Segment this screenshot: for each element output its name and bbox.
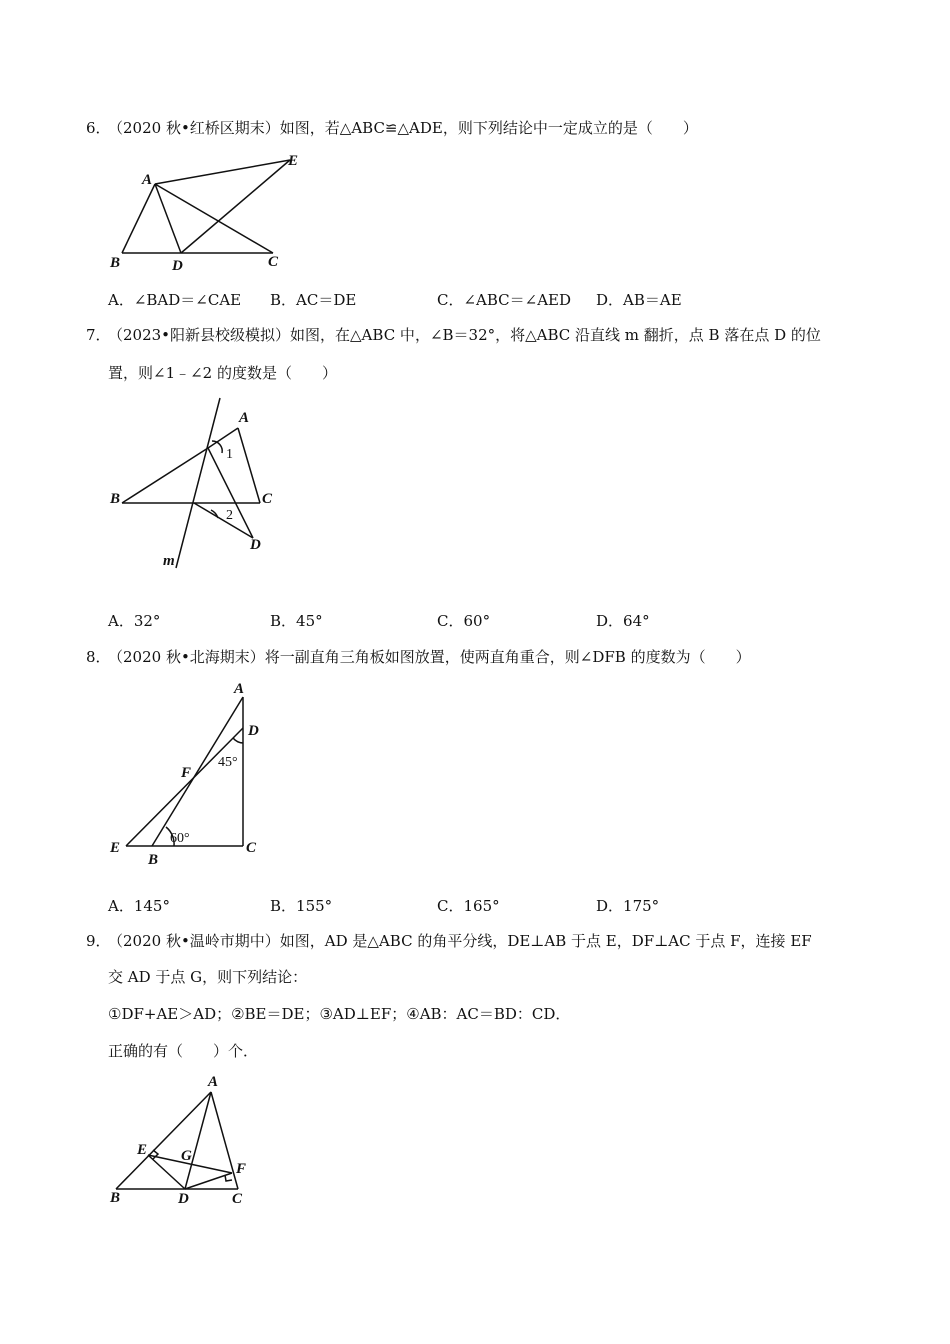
label-A: A (239, 410, 250, 426)
label-m: m (163, 553, 175, 569)
angle-45-label: 45° (218, 755, 238, 770)
question-9-stem-cont: 交 AD 于点 G，则下列结论： (108, 968, 308, 986)
q7-option-d[interactable]: D．64° (596, 612, 650, 630)
question-8-stem (86, 647, 751, 667)
label-E: E (110, 840, 121, 856)
question-9-prompt: 正确的有（ ）个． (108, 1042, 259, 1060)
question-9-statements: ①DF+AE＞AD；②BE＝DE；③AD⊥EF；④AB：AC＝BD：CD． (108, 1005, 571, 1023)
q6-option-a[interactable]: A．∠BAD＝∠CAE (108, 291, 242, 309)
label-E: E (288, 153, 299, 169)
label-D: D (172, 258, 183, 274)
q9-figure (108, 1072, 268, 1212)
question-9-stem (86, 931, 812, 951)
label-C: C (232, 1191, 243, 1207)
label-B: B (110, 1190, 121, 1206)
q8-figure (108, 680, 288, 868)
q7-option-a[interactable]: A．32° (108, 612, 161, 630)
q8-option-b[interactable]: B．155° (270, 897, 333, 915)
angle-60-label: 60° (170, 831, 190, 846)
q7-option-c[interactable]: C．60° (437, 612, 491, 630)
question-text: （2023•阳新县校级模拟）如图，在△ABC 中，∠B＝32°，将△ABC 沿直线 m 翻折，点 B 落在点 D 的位 (108, 326, 821, 344)
label-B: B (148, 852, 159, 868)
angle-2-label: 2 (226, 508, 233, 523)
q8-option-c[interactable]: C．165° (437, 897, 500, 915)
question-text: （2020 秋•红桥区期末）如图，若△ABC≌△ADE，则下列结论中一定成立的是（ ） (108, 119, 698, 137)
label-G: G (181, 1148, 192, 1164)
label-F: F (236, 1161, 247, 1177)
label-A: A (234, 681, 245, 697)
question-number: 7． (86, 326, 111, 344)
q6-option-c[interactable]: C．∠ABC＝∠AED (437, 291, 572, 309)
q7-figure (108, 398, 308, 578)
question-7-stem (86, 325, 821, 345)
question-number: 6． (86, 119, 111, 137)
q6-option-d[interactable]: D．AB＝AE (596, 291, 682, 309)
question-text: （2020 秋•北海期末）将一副直角三角板如图放置，使两直角重合，则∠DFB 的度数为（ ） (108, 648, 751, 666)
q8-option-d[interactable]: D．175° (596, 897, 660, 915)
label-B: B (110, 255, 121, 271)
q8-option-a[interactable]: A．145° (108, 897, 170, 915)
label-A: A (142, 172, 153, 188)
label-C: C (268, 254, 279, 270)
label-F: F (181, 765, 192, 781)
label-D: D (250, 537, 261, 553)
label-E: E (137, 1142, 148, 1158)
label-D: D (178, 1191, 189, 1207)
label-C: C (262, 491, 273, 507)
label-A: A (208, 1074, 219, 1090)
label-B: B (110, 491, 121, 507)
question-6-stem (86, 118, 698, 138)
question-text: （2020 秋•温岭市期中）如图，AD 是△ABC 的角平分线，DE⊥AB 于点 E，DF⊥AC 于点 F，连接 EF (108, 932, 812, 950)
question-7-stem-cont: 置，则∠1﹣∠2 的度数是（ ） (108, 364, 337, 382)
question-number: 9． (86, 932, 111, 950)
q6-figure (108, 148, 318, 278)
angle-1-label: 1 (226, 447, 233, 462)
question-number: 8． (86, 648, 111, 666)
label-D: D (248, 723, 259, 739)
q7-option-b[interactable]: B．45° (270, 612, 323, 630)
q6-option-b[interactable]: B．AC＝DE (270, 291, 357, 309)
label-C: C (246, 840, 257, 856)
